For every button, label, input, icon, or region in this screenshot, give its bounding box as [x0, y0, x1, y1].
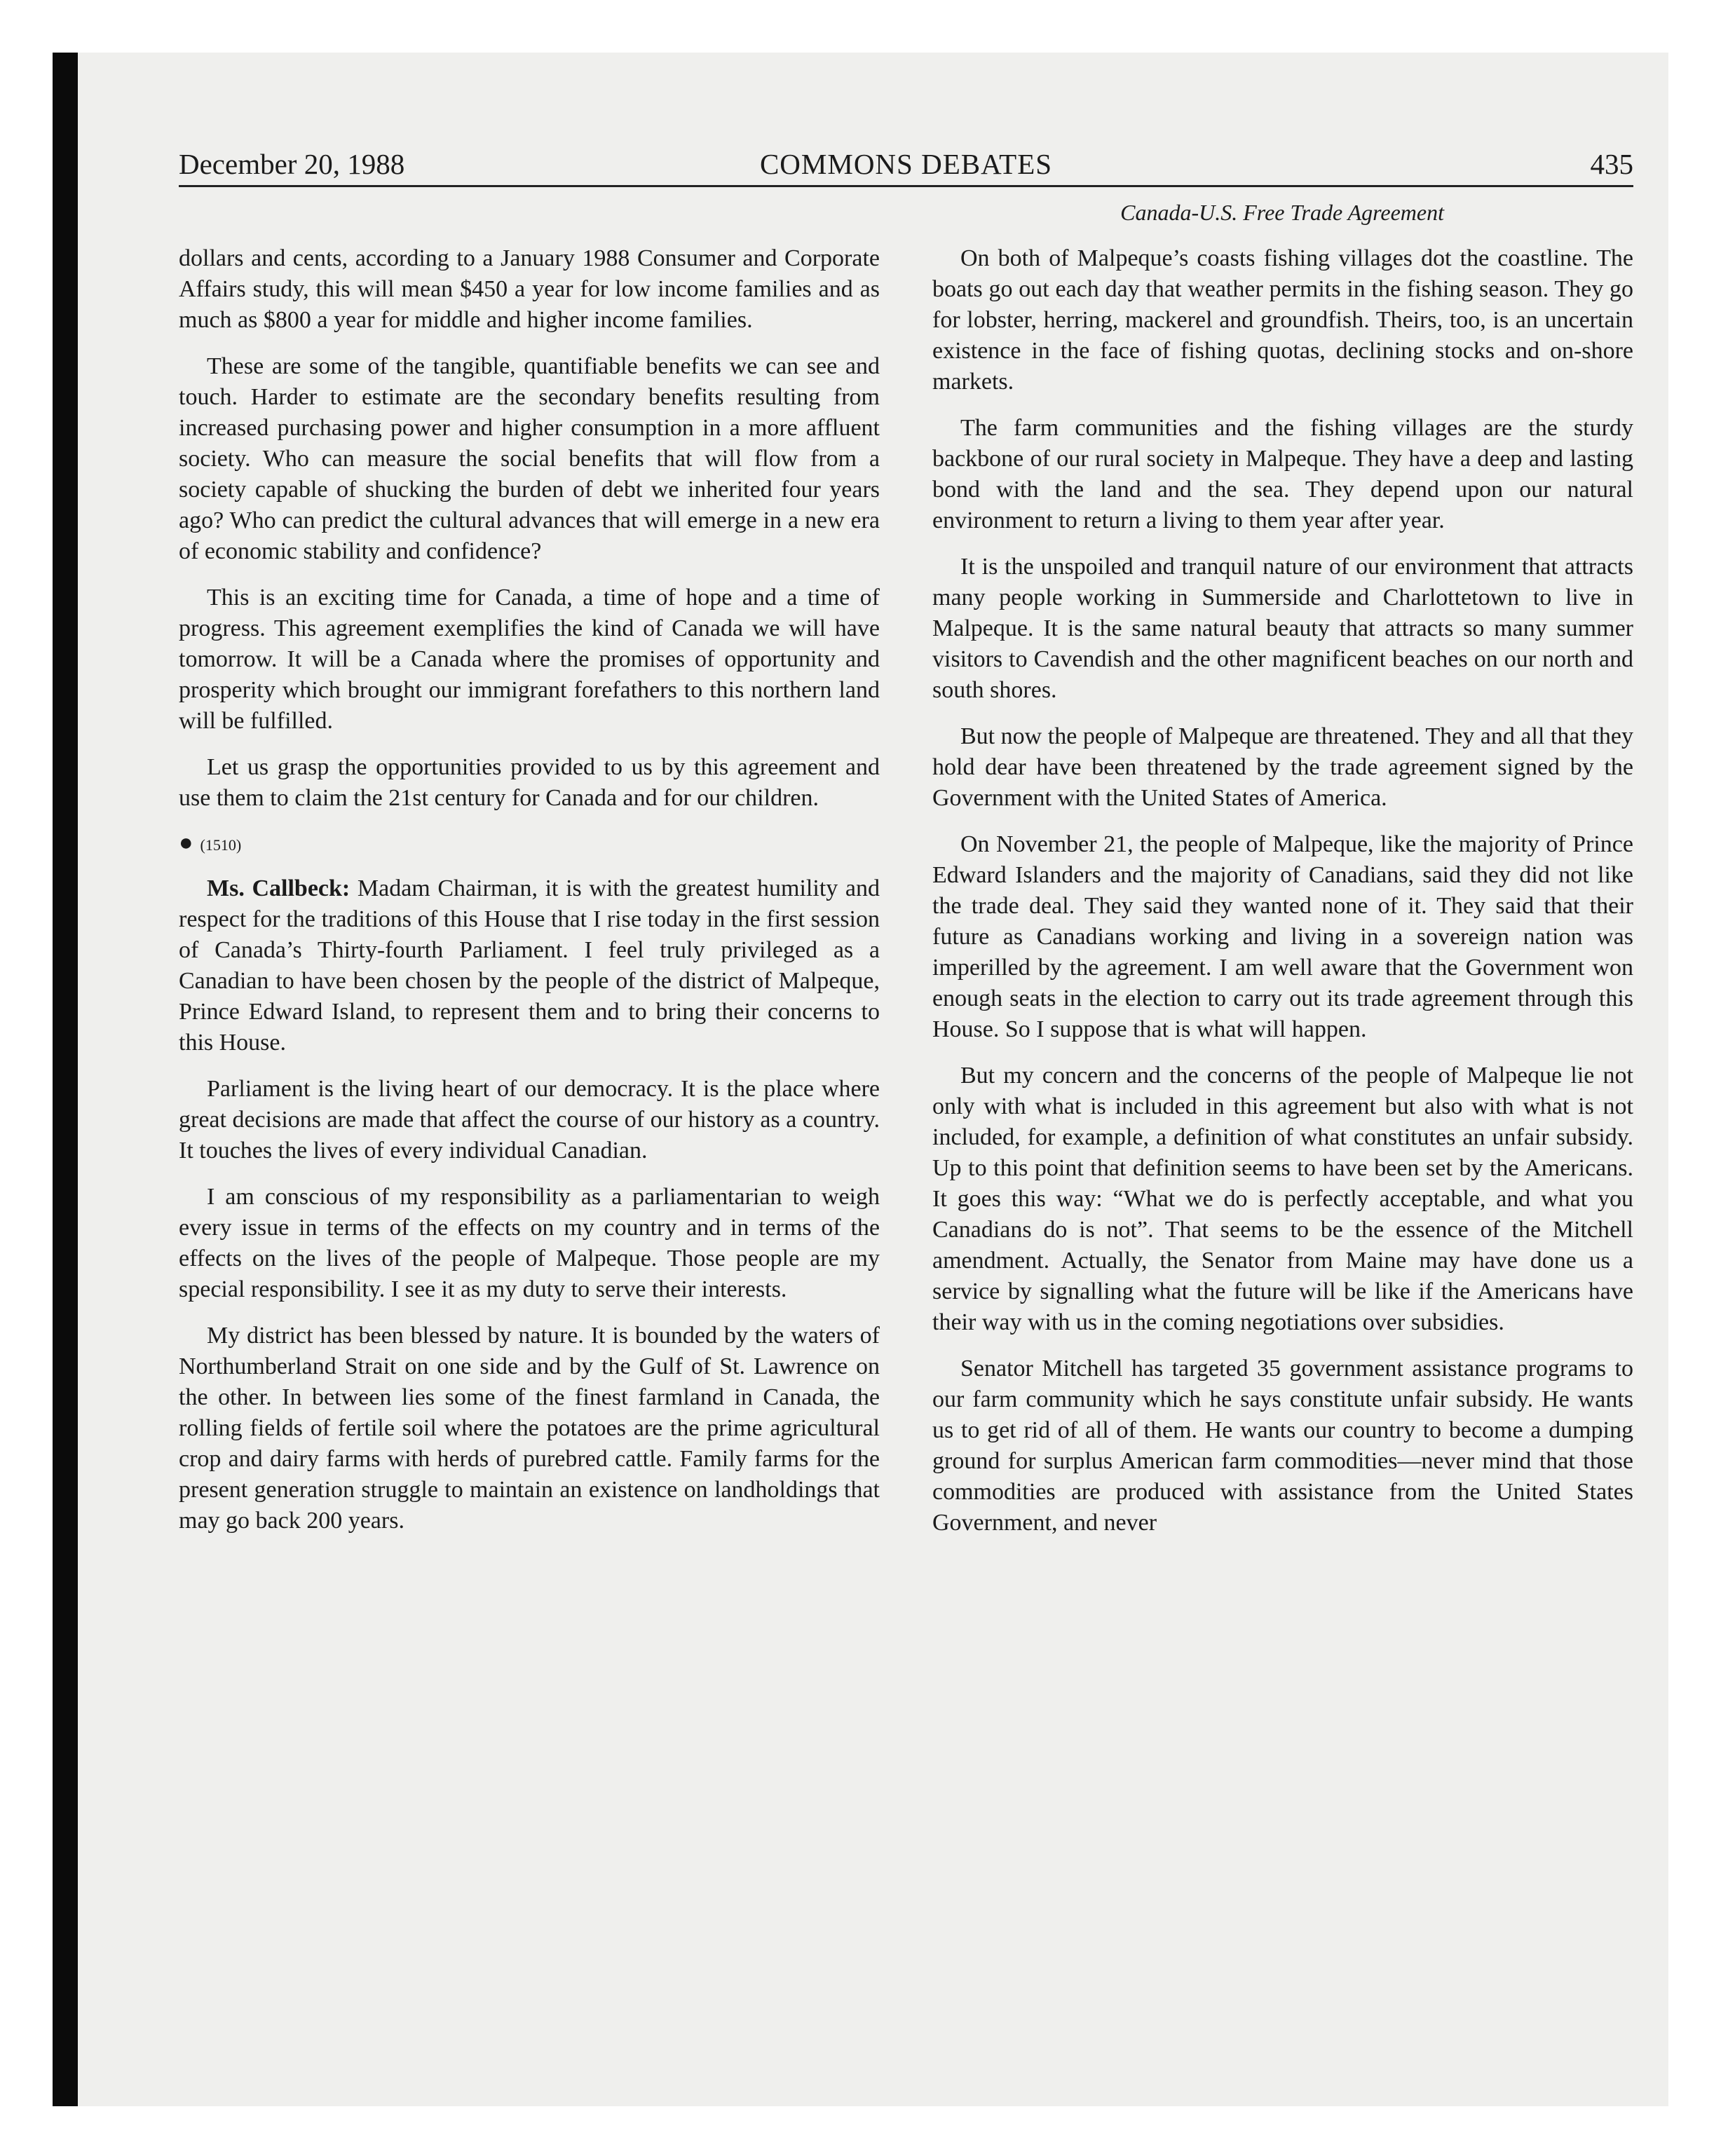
bullet-icon: ●	[179, 830, 193, 856]
paragraph: It is the unspoiled and tranquil nature of our environment that attracts many people working in Summerside and Charlottetown to live in Malpeque. It is the same natural beauty that attracts so many summer visitors to Cavendish and the other magnificent beaches on our north and south shores.	[932, 554, 1633, 703]
time-marker-label: (1510)	[200, 836, 242, 854]
paragraph: The farm communities and the fishing villages are the sturdy backbone of our rural society in Malpeque. They have a deep and lasting bond with the land and the sea. They depend upon our natural environment to return a living to them year after year.	[932, 415, 1633, 533]
scanned-page	[53, 53, 1668, 2106]
paragraph: Parliament is the living heart of our democracy. It is the place where great decisions are made that affect the course of our history as a country. It touches the lives of every individual Canadian.	[179, 1076, 880, 1164]
paragraph: dollars and cents, according to a January 1988 Consumer and Corporate Affairs study, this will mean $450 a year for low income families and as much as $800 a year for middle and higher income families.	[179, 245, 880, 333]
paragraph: These are some of the tangible, quantifiable benefits we can see and touch. Harder to estimate are the secondary benefits resulting from increased purchasing power and higher consumption in a more affluent society. Who can measure the social benefits that will flow from a society capable of shucking the burden of debt we inherited four years ago? Who can predict the cultural advances that will emerge in a new era of economic stability and confidence?	[179, 353, 880, 564]
paragraph: But now the people of Malpeque are threatened. They and all that they hold dear have been threatened by the trade agreement signed by the Government with the United States of America.	[932, 723, 1633, 811]
paragraph: Senator Mitchell has targeted 35 government assistance programs to our farm community which he says constitute unfair subsidy. He wants us to get rid of all of them. He wants our country to become a dumping ground for surplus American farm commodities—never mind that those commodities are produced with assistance from the United States Government, and never	[932, 1356, 1633, 1536]
paragraph: This is an exciting time for Canada, a time of hope and a time of progress. This agreement exemplifies the kind of Canada we will have tomorrow. It will be a Canada where the promises of opportunity and prosperity which brought our immigrant forefathers to this northern land will be fulfilled.	[179, 585, 880, 734]
paragraph: But my concern and the concerns of the people of Malpeque lie not only with what is included in this agreement but also with what is not included, for example, a definition of what constitutes an unfair subsidy. Up to this point that definition seems to have been set by the Americans. It goes this way: “What we do is perfectly acceptable, and what you Canadians do is not”. That seems to be the essence of the Mitchell amendment. Actually, the Senator from Maine may have done us a service by signalling what the future will be like if the Americans have their way with us in the coming negotiations over subsidies.	[932, 1063, 1633, 1335]
header-page-number: 435	[1590, 148, 1633, 180]
paragraph: On both of Malpeque’s coasts fishing villages dot the coastline. The boats go out each day that weather permits in the fishing season. They go for lobster, herring, mackerel and groundfish. Theirs, too, is an uncertain existence in the face of fishing quotas, declining stocks and on-shore markets.	[932, 245, 1633, 395]
paragraph: I am conscious of my responsibility as a parliamentarian to weigh every issue in terms of the effects on my country and in terms of the effects on the lives of the people of Malpeque. Those people are my special responsibility. I see it as my duty to serve their interests.	[179, 1184, 880, 1302]
left-column	[179, 243, 880, 1552]
page-body	[179, 148, 1633, 1536]
speech-paragraph	[179, 873, 880, 1058]
paragraph: On November 21, the people of Malpeque, like the majority of Prince Edward Islanders and the majority of Canadians, said they did not like the trade deal. They said they wanted none of it. They said that their future as Canadians working and living in a sovereign nation was imperilled by the agreement. I am well aware that the Government won enough seats in the election to carry out its trade agreement through this House. So I suppose that is what will happen.	[932, 831, 1633, 1042]
paragraph: My district has been blessed by nature. It is bounded by the waters of Northumberland Strait on one side and by the Gulf of St. Lawrence on the other. In between lies some of the finest farmland in Canada, the rolling fields of fertile soil where the potatoes are the prime agricultural crop and dairy farms with herds of purebred cattle. Family farms for the present generation struggle to maintain an existence on landholdings that may go back 200 years.	[179, 1323, 880, 1534]
header-title: COMMONS DEBATES	[759, 148, 1053, 180]
paragraph: Let us grasp the opportunities provided to us by this agreement and use them to claim the 21st century for Canada and for our children.	[179, 754, 880, 811]
time-marker	[179, 829, 880, 859]
scan-edge-bar	[53, 53, 78, 2106]
header-date: December 20, 1988	[179, 148, 405, 180]
speech-text: Madam Chairman, it is with the greatest humility and respect for the traditions of this House that I rise today in the first session of Canada’s Thirty-fourth Parliament. I feel truly privileged as a Canadian to have been chosen by the people of the district of Malpeque, Prince Edward Island, to represent them and to bring their concerns to this House.	[179, 875, 880, 1056]
running-head: Canada-U.S. Free Trade Agreement	[1120, 200, 1444, 225]
speaker-name: Ms. Callbeck:	[207, 875, 351, 901]
right-column	[932, 243, 1633, 1554]
page-header	[179, 149, 1633, 187]
